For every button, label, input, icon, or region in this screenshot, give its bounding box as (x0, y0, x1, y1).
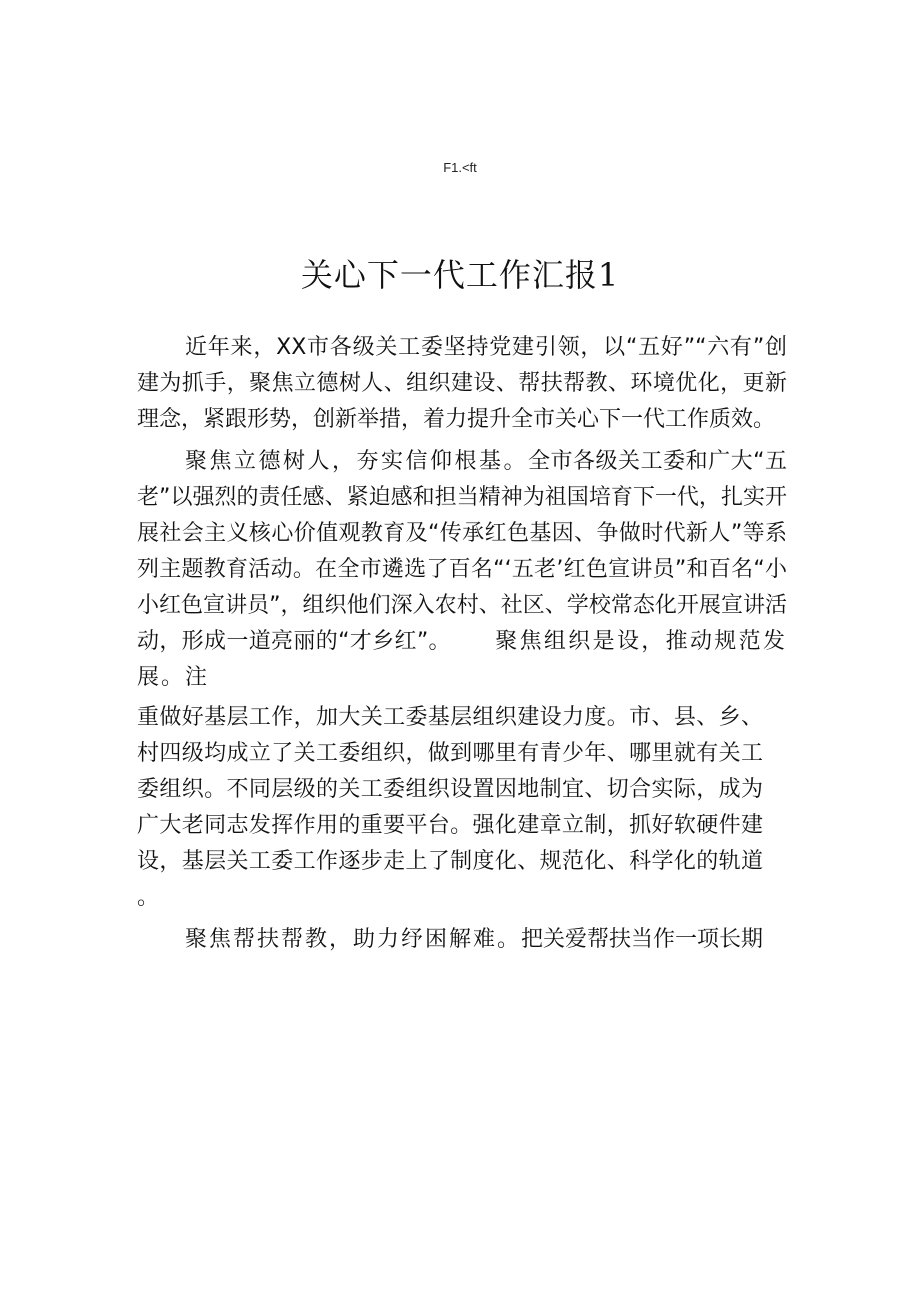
page-header: F1.<ft (443, 160, 477, 175)
paragraph-text: 全市各级关工委和广大“五老”以强烈的责任感、紧迫感和担当精神为祖国培育下一代，扎实开展社会主义核心价值观教育及“传承红色基因、争做时代新人”等系列主题教育活动。在全市遴选了百名“‘五老’红色宣讲员”和百名“小小红色宣讲员”，组织他们深入农村、社区、学校常态化开展宣讲活动，形成一道亮丽的“才乡红”。 (137, 449, 787, 654)
document-body (137, 330, 787, 964)
paragraph-text: 把关爱帮扶当作一项长期 (521, 927, 764, 952)
paragraph-intro (137, 330, 787, 438)
paragraph-lead: 聚焦立德树人，夯实信仰根基。 (185, 449, 529, 474)
paragraph-text: 重做好基层工作，加大关工委基层组织建设力度。市、县、乡、村四级均成立了关工委组织，做到哪里有青少年、哪里就有关工委组织。不同层级的关工委组织设置因地制宜、切合实际，成为广大老同志发挥作用的重要平台。强化建章立制，抓好软硬件建设，基层关工委工作逐步走上了制度化、规范化、科学化的轨道。 (137, 705, 763, 910)
paragraph-organization (137, 700, 787, 916)
paragraph-assistance (137, 922, 787, 958)
document-title: 关心下一代工作汇报1 (300, 256, 620, 294)
paragraph-trailing-lead: 聚焦组织是设，推动规范发展。注 (137, 629, 787, 690)
paragraph-moral-education (137, 444, 787, 696)
paragraph-text: 近年来，XX市各级关工委坚持党建引领，以“五好”“六有”创建为抓手，聚焦立德树人、组织建设、帮扶帮教、环境优化，更新理念，紧跟形势，创新举措，着力提升全市关心下一代工作质效。 (137, 335, 787, 432)
paragraph-lead: 聚焦帮扶帮教，助力纾困解难。 (185, 927, 522, 952)
